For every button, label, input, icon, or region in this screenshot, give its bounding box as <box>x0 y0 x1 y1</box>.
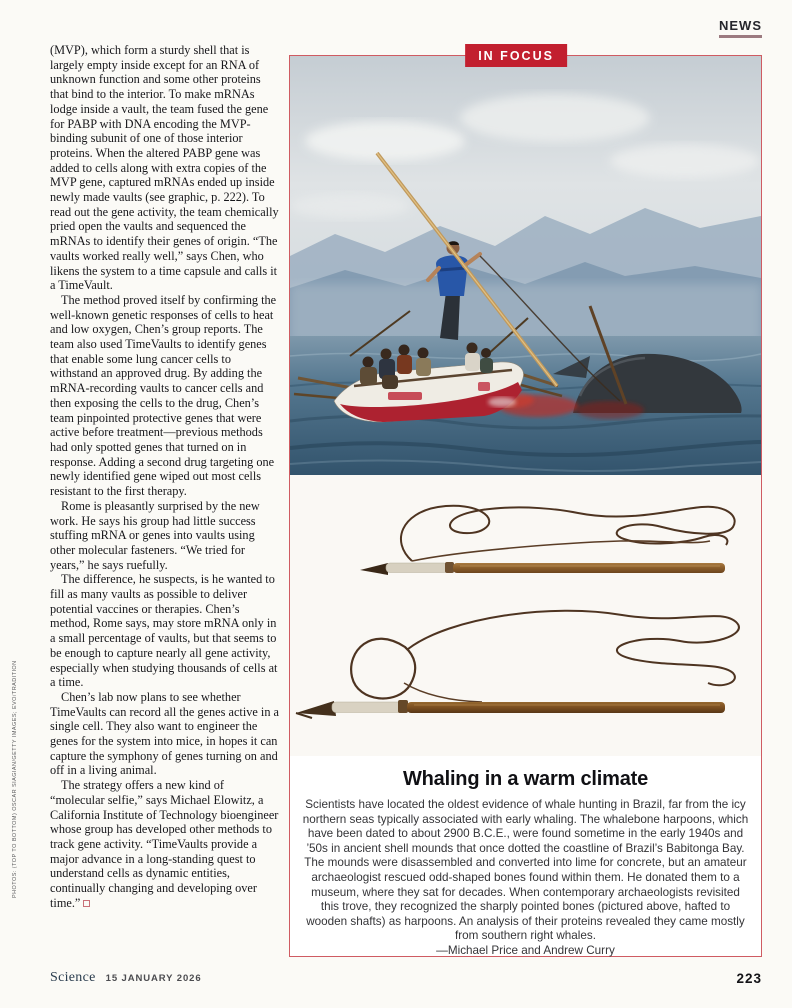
page-footer <box>50 970 202 986</box>
in-focus-caption: Scientists have located the oldest evidence of whale hunting in Brazil, far from the icy northern seas typically associated with early whaling. The whalebone harpoons, which have been dated to about 2900 B.C.E., were found sometime in the early 1940s and ’50s in ancient shell mounds that once dotted the coastline of Brazil’s Babitonga Bay. The mounds were disassembled and converted into lime for concrete, but an amateur archaeologist rescued odd-shaped bones found within them. He donated them to a museum, where they sat for decades. When contemporary archaeologists revisited this trove, they recognized the sharply pointed bones (pictured above, hafted to wooden shafts) as harpoons. An analysis of their proteins revealed they came mostly from southern right whales. <box>302 798 749 943</box>
article-paragraph: Chen’s lab now plans to see whether TimeVaults can record all the genes active in a single cell. They also want to engineer the genes for the system into mice, in hopes it can capture the symphony of genes turning on and off in a living animal. <box>50 689 280 778</box>
article-paragraph-text: The strategy offers a new kind of “molecular selfie,” says Michael Elowitz, a California Institute of Technology bioengineer whose group has developed other methods to track gene activity. “TimeVaults provide a major advance in a long-standing quest to understand cells as dynamic entities, continually changing and developing over time.” <box>50 778 279 910</box>
photo-credit: PHOTOS: (TOP TO BOTTOM) OSCAR SIAGIAN/GETTY IMAGES; EVO/TRADITION <box>12 660 18 898</box>
whale-hunt-photo <box>290 56 761 475</box>
journal-logo: Science <box>50 970 96 985</box>
article-text-column <box>50 43 281 910</box>
in-focus-panel <box>289 49 762 957</box>
article-paragraph <box>50 778 281 910</box>
in-focus-badge: IN FOCUS <box>465 44 567 67</box>
article-paragraph: Rome is pleasantly surprised by the new work. He says his group had little success stuffing mRNA or genes into vaults using other molecular fasteners. “We tried for years,” he says ruefully. <box>50 498 260 572</box>
article-paragraph: The difference, he suspects, is he wanted to fill as many vaults as possible to deliver potential vaccines or therapies. Chen’s method, Rome says, may store mRNA only in a small percentage of vaults, but that seems to be enough to capture nearly all gene activity, especially when studying thousands of cells at a time. <box>50 572 278 690</box>
section-label: NEWS <box>719 18 762 38</box>
in-focus-headline: Whaling in a warm climate <box>402 768 649 790</box>
article-paragraph: The method proved itself by confirming the well-known genetic responses of cells to heat and low oxygen, Chen’s group reports. The team also used TimeVaults to identify genes that enable some lung cancer cells to withstand an approved drug. By adding the mRNA-recording vaults to cancer cells and then exposing the cells to the drug, Chen’s team pinpointed protective genes that were active before treatment—previous methods had only spotted genes that turned on in response. Adding a second drug targeting one newly identified gene wiped out most cells resistant to the first therapy. <box>50 292 277 499</box>
page-number: 223 <box>736 971 762 986</box>
issue-date: 15 JANUARY 2026 <box>105 973 202 984</box>
article-paragraph: (MVP), which form a sturdy shell that is largely empty inside except for an RNA of unknown function and some other proteins that bind to the interior. To make mRNAs lodge inside a vault, the team fused the gene for PABP with DNA encoding the MVP-binding subunit of one of those interior proteins. When the altered PABP gene was added to cells along with extra copies of the MVP gene, captured mRNAs ended up inside newly made vaults (see graphic, p. 222). To read out the gene activity, the team chemically pried open the vaults and sequenced the mRNAs to identify their genes of origin. “The vaults worked really well,” says Chen, who likens the system to a time capsule and calls it a TimeVault. <box>50 43 279 293</box>
harpoons-specimen-photo <box>290 475 761 756</box>
end-of-article-marker <box>83 900 90 907</box>
in-focus-byline: —Michael Price and Andrew Curry <box>436 943 615 957</box>
